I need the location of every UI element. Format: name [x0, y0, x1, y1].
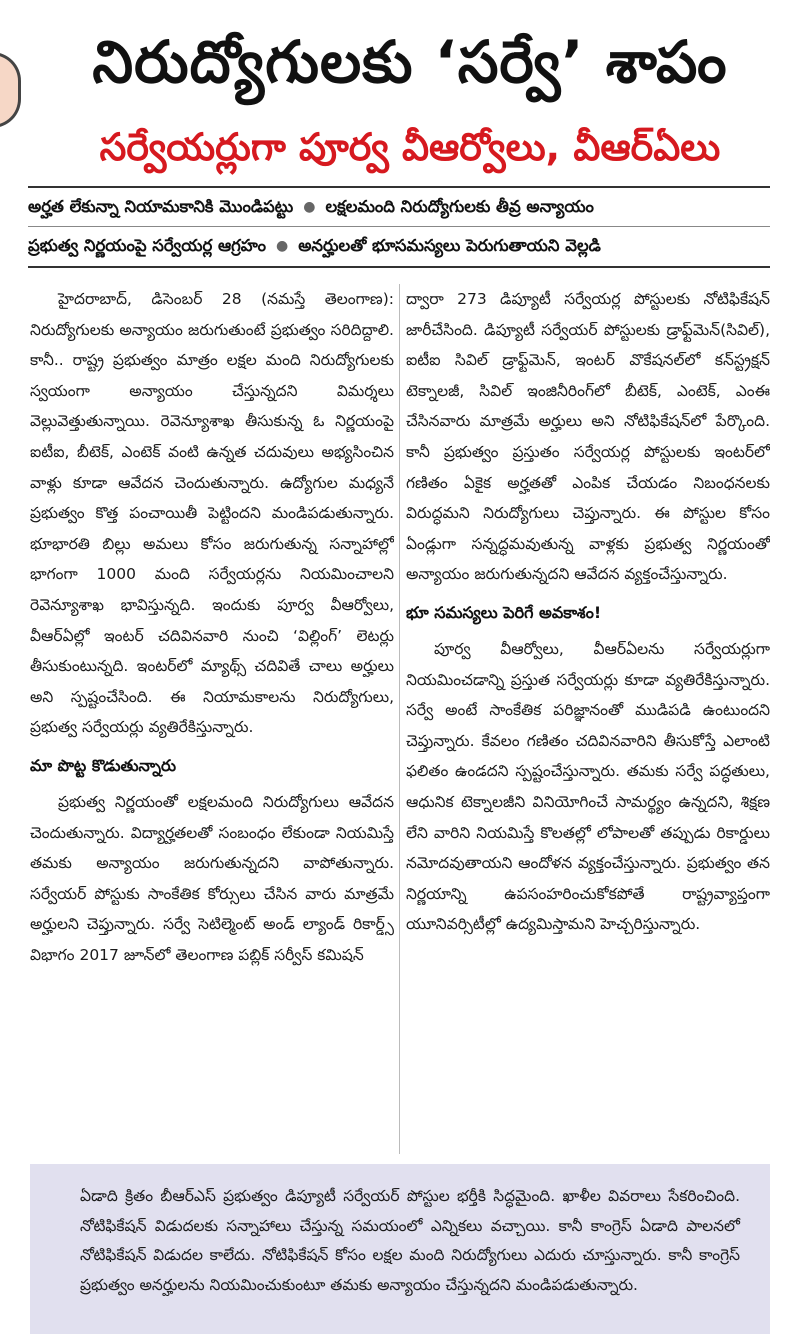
hand-drawing-icon	[0, 52, 21, 128]
section-heading: మా పొట్ట కొడుతున్నారు	[30, 755, 177, 775]
divider	[28, 226, 770, 227]
column-divider	[399, 284, 400, 1154]
right-column	[406, 284, 770, 1154]
article-paragraph: హైదరాబాద్, డిసెంబర్ 28 (నమస్తే తెలంగాణ): నిరుద్యోగులకు అన్యాయం జరుగుతుంటే ప్రభుత్వం సరిదిద్దాలి. కానీ.. రాష్ట్ర ప్రభుత్వం మాత్రం లక్షల మంది నిరుద్యోగులకు స్వయంగా అన్యాయం చేస్తున్నదని విమర్శలు వెల్లువెత్తుతున్నాయి. రెవెన్యూశాఖ తీసుకున్న ఓ నిర్ణయంపై ఐటీఐ, బీటెక్, ఎంటెక్ వంటి ఉన్నత చదువులు అభ్యసించిన వాళ్లు కూడా ఆవేదన చెందుతున్నారు. ఉద్యోగుల మధ్యనే ప్రభుత్వం కొత్త పంచాయితీ పెట్టిందని మండిపడుతున్నారు. భూభారతి బిల్లు అమలు కోసం జరుగుతున్న సన్నాహాల్లో భాగంగా 1000 మంది సర్వేయర్లను నియమించాలని రెవెన్యూశాఖ భావిస్తున్నది. ఇందుకు పూర్వ వీఆర్వోలు, వీఆర్ఏల్లో ఇంటర్ చదివినవారి నుంచి ‘విల్లింగ్’ లెటర్లు తీసుకుంటున్నది. ఇంటర్‌లో మ్యాథ్స్ చదివితే చాలు అర్హులు అని స్పష్టంచేసింది. ఈ నియామకాలను నిరుద్యోగులు, ప్రభుత్వ సర్వేయర్లు వ్యతిరేకిస్తున్నారు.	[30, 290, 394, 737]
tagline-text: అనర్హులతో భూసమస్యలు పెరుగుతాయని వెల్లడి	[298, 236, 601, 255]
section-heading: భూ సమస్యలు పెరిగే అవకాశం!	[406, 602, 602, 622]
article-paragraph: ద్వారా 273 డిప్యూటీ సర్వేయర్ల పోస్టులకు నోటిఫికేషన్ జారీచేసింది. డిప్యూటీ సర్వేయర్ పోస్టులకు డ్రాఫ్ట్‌మెన్(సివిల్), ఐటీఐ సివిల్ డ్రాఫ్ట్‌మెన్, ఇంటర్ వొకేషనల్‌లో కన్‌స్ట్రక్షన్ టెక్నాలజీ, సివిల్ ఇంజినీరింగ్‌లో బీటెక్, ఎంటెక్, ఎంఈ చేసినవారు మాత్రమే అర్హులు అని నోటిఫికేషన్‌లో పేర్కొంది. కానీ ప్రభుత్వం ప్రస్తుతం సర్వేయర్ల పోస్టులకు ఇంటర్‌లో గణితం ఏకైక అర్హతతో ఎంపిక చేయడం నిబంధనలకు విరుద్ధమని నిరుద్యోగులు చెప్తున్నారు. ఈ పోస్టుల కోసం ఏండ్లుగా సన్నద్ధమవుతున్న వాళ్లకు ప్రభుత్వ నిర్ణయంతో అన్యాయం జరుగుతున్నదని ఆవేదన వ్యక్తంచేస్తున్నారు.	[406, 290, 770, 584]
bullet-icon: ●	[303, 199, 316, 215]
tagline-row-1	[28, 190, 770, 224]
highlight-box-text: ఏడాది క్రితం బీఆర్ఎస్ ప్రభుత్వం డిప్యూటీ సర్వేయర్ పోస్టుల భర్తీకి సిద్ధమైంది. ఖాళీల వివరాలు సేకరించింది. నోటిఫికేషన్ విడుదలకు సన్నాహాలు చేస్తున్న సమయంలో ఎన్నికలు వచ్చాయి. కానీ కాంగ్రెస్ ఏడాది పాలనలో నోటిఫికేషన్ విడుదల కాలేదు. నోటిఫికేషన్ కోసం లక్షల మంది నిరుద్యోగులు ఎదురు చూస్తున్నారు. కానీ కాంగ్రెస్ ప్రభుత్వం అనర్హులను నియమించుకుంటూ తమకు అన్యాయం చేస్తున్నదని మండిపడుతున్నారు.	[80, 1187, 740, 1294]
tagline-text: లక్షలమంది నిరుద్యోగులకు తీవ్ర అన్యాయం	[325, 197, 594, 216]
headline: నిరుద్యోగులకు ‘సర్వే’ శాపం	[92, 28, 728, 96]
divider	[28, 266, 770, 268]
tagline-row-2	[28, 229, 770, 263]
tagline-text: ప్రభుత్వ నిర్ణయంపై సర్వేయర్ల ఆగ్రహం	[28, 236, 266, 255]
divider	[28, 186, 770, 188]
highlight-box	[30, 1164, 770, 1334]
bullet-icon: ●	[276, 238, 289, 254]
left-column	[30, 284, 394, 1154]
subheadline: సర్వేయర్లుగా పూర్వ వీఆర్వోలు, వీఆర్ఏలు	[99, 125, 721, 169]
article-paragraph: ప్రభుత్వ నిర్ణయంతో లక్షలమంది నిరుద్యోగులు ఆవేదన చెందుతున్నారు. విద్యార్హతలతో సంబంధం లేకుండా నియమిస్తే తమకు అన్యాయం జరుగుతున్నదని వాపోతున్నారు. సర్వేయర్ పోస్టుకు సాంకేతిక కోర్సులు చేసిన వారు మాత్రమే అర్హులని చెప్తున్నారు. సర్వే సెటిల్మెంట్ అండ్ ల్యాండ్ రికార్డ్స్ విభాగం 2017 జూన్‌లో తెలంగాణ పబ్లిక్ సర్వీస్ కమిషన్	[30, 792, 394, 964]
tagline-text: అర్హత లేకున్నా నియామకానికి మొండిపట్టు	[28, 197, 294, 216]
article-paragraph: పూర్వ వీఆర్వోలు, వీఆర్ఏలను సర్వేయర్లుగా నియమించడాన్ని ప్రస్తుత సర్వేయర్లు కూడా వ్యతిరేకిస్తున్నారు. సర్వే అంటే సాంకేతిక పరిజ్ఞానంతో ముడిపడి ఉంటుందని చెప్తున్నారు. కేవలం గణితం చదివినవారిని తీసుకోస్తే ఎలాంటి ఫలితం ఉండదని స్పష్టంచేస్తున్నారు. తమకు సర్వే పద్ధతులు, ఆధునిక టెక్నాలజీని వినియోగించే సామర్థ్యం ఉన్నదని, శిక్షణ లేని వారిని నియమిస్తే కొలతల్లో లోపాలతో తప్పుడు రికార్డులు నమోదవుతాయని ఆందోళన వ్యక్తంచేస్తున్నారు. ప్రభుత్వం తన నిర్ణయాన్ని ఉపసంహరించుకోకపోతే రాష్ట్రవ్యాప్తంగా యూనివర్సిటీల్లో ఉద్యమిస్తామని హెచ్చరిస్తున్నారు.	[406, 639, 770, 934]
